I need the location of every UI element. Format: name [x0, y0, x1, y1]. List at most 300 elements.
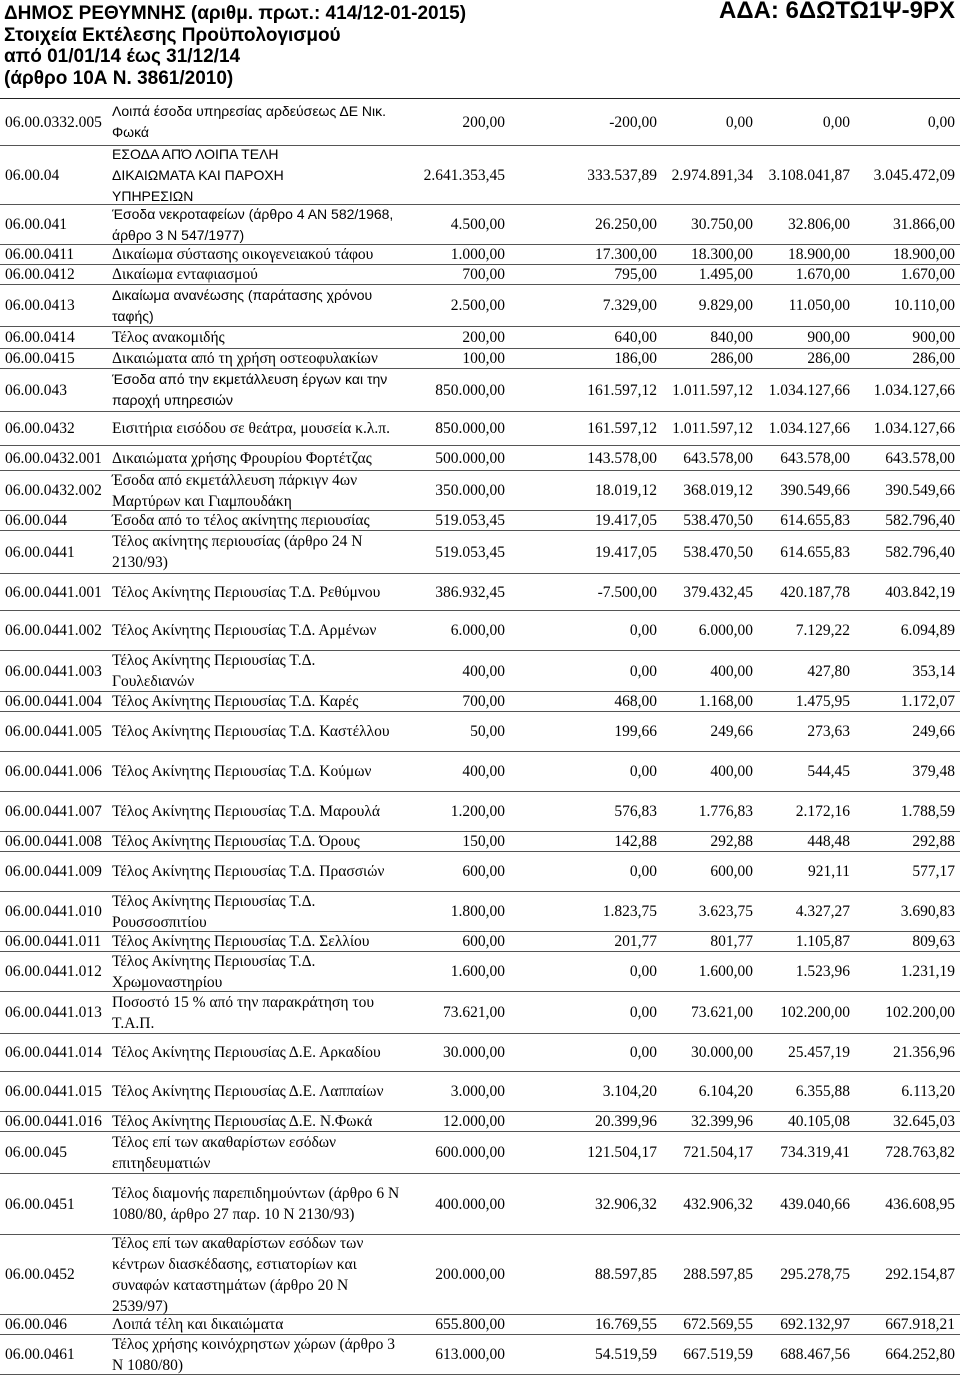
report-title: Στοιχεία Εκτέλεσης Προϋπολογισμού	[4, 24, 341, 46]
account-description	[112, 245, 422, 264]
description-line: Μαρτύρων και Γιαμπουδάκη	[112, 492, 292, 510]
table-row	[0, 446, 960, 471]
table-row	[0, 651, 960, 692]
account-code: 06.00.0441.001	[5, 583, 102, 601]
amount-1: 600,00	[462, 933, 505, 950]
amount-4: 286,00	[807, 350, 850, 367]
account-description	[112, 892, 422, 931]
account-code: 06.00.0415	[5, 350, 75, 367]
amount-2: 142,88	[614, 833, 657, 850]
amount-3: 400,00	[710, 763, 753, 780]
account-code: 06.00.0441.013	[5, 1004, 102, 1021]
amount-4: 7.129,22	[795, 622, 850, 639]
table-row	[0, 992, 960, 1034]
amount-3: 6.104,20	[698, 1083, 753, 1100]
amount-5: 10.110,00	[893, 297, 955, 314]
amount-5: 292.154,87	[885, 1266, 955, 1283]
account-description	[112, 1072, 422, 1111]
amount-3: 379.432,45	[683, 583, 753, 601]
amount-3: 2.974.891,34	[671, 166, 753, 184]
amount-1: 1.000,00	[450, 246, 505, 263]
table-row	[0, 349, 960, 369]
description-line: Τέλος χρήσης κοινόχρηστων χώρων (άρθρο 3	[112, 1335, 396, 1353]
table-row	[0, 952, 960, 992]
description-line: Τέλος ακίνητης περιουσίας (άρθρο 24 Ν	[112, 533, 363, 550]
amount-5: 1.788,59	[900, 803, 955, 820]
amount-1: 200,00	[462, 329, 505, 346]
account-description	[112, 511, 422, 530]
amount-1: 12.000,00	[443, 1113, 505, 1130]
table-row	[0, 265, 960, 285]
account-code: 06.00.0332.005	[5, 113, 102, 131]
amount-3: 73.621,00	[691, 1004, 753, 1021]
amount-5: 1.034.127,66	[873, 381, 955, 399]
table-row	[0, 369, 960, 412]
amount-1: 519.053,45	[435, 543, 505, 561]
table-row	[0, 1112, 960, 1132]
amount-2: 19.417,05	[595, 512, 657, 529]
description-line: Τέλος Ακίνητης Περιουσίας Τ.Δ. Μαρουλά	[112, 803, 380, 820]
amount-2: -200,00	[609, 113, 657, 131]
description-line: 1080/80, άρθρο 27 παρ. 10 Ν 2130/93)	[112, 1206, 355, 1223]
account-description	[112, 327, 422, 348]
amount-2: 88.597,85	[595, 1266, 657, 1283]
amount-4: 3.108.041,87	[768, 166, 850, 184]
amount-5: 1.670,00	[900, 266, 955, 283]
description-line: Τέλος Ακίνητης Περιουσίας Τ.Δ. Πρασσιών	[112, 863, 385, 880]
account-description	[112, 1132, 422, 1173]
amount-3: 801,77	[710, 933, 753, 950]
amount-4: 1.523,96	[795, 963, 850, 980]
amount-2: 186,00	[614, 350, 657, 367]
amount-2: 26.250,00	[595, 216, 657, 233]
account-description	[112, 611, 422, 650]
budget-execution-table	[0, 98, 960, 1375]
amount-3: 1.600,00	[698, 963, 753, 980]
amount-1: 700,00	[462, 693, 505, 710]
amount-4: 692.132,97	[780, 1316, 850, 1333]
amount-5: 379,48	[912, 763, 955, 780]
description-line: Δικαίωμα ενταφιασμού	[112, 266, 258, 283]
account-code: 06.00.0411	[5, 246, 75, 263]
amount-5: 353,14	[912, 662, 955, 680]
amount-5: 643.578,00	[885, 449, 955, 467]
table-row	[0, 1072, 960, 1112]
amount-3: 840,00	[710, 329, 753, 346]
amount-5: 32.645,03	[893, 1113, 955, 1130]
amount-2: 20.399,96	[595, 1113, 657, 1130]
description-line: Τέλος Ακίνητης Περιουσίας Τ.Δ.	[112, 952, 316, 970]
account-code: 06.00.0412	[5, 266, 75, 283]
amount-4: 448,48	[807, 833, 850, 850]
description-line: Τέλος Ακίνητης Περιουσίας Τ.Δ. Καρές	[112, 693, 359, 710]
account-code: 06.00.0441.012	[5, 963, 102, 980]
account-code: 06.00.046	[5, 1316, 67, 1333]
municipality-protocol-line: ΔΗΜΟΣ ΡΕΘΥΜΝΗΣ (αριθμ. πρωτ.: 414/12-01-2015)	[4, 3, 467, 24]
amount-4: 900,00	[807, 329, 850, 346]
amount-5: 728.763,82	[885, 1144, 955, 1161]
amount-2: 161.597,12	[587, 420, 657, 437]
description-line: Τέλος Ακίνητης Περιουσίας Τ.Δ.	[112, 892, 316, 910]
table-row	[0, 412, 960, 446]
amount-3: 9.829,00	[698, 297, 753, 314]
table-row	[0, 285, 960, 327]
description-line: Γουλεδιανών	[112, 673, 195, 690]
amount-1: 4.500,00	[450, 216, 505, 233]
description-line: Τέλος Ακίνητης Περιουσίας Δ.Ε. Ν.Φωκά	[112, 1113, 373, 1130]
amount-1: 655.800,00	[435, 1316, 505, 1333]
amount-4: 614.655,83	[780, 512, 850, 529]
amount-2: 54.519,59	[595, 1346, 657, 1363]
amount-3: 400,00	[710, 662, 753, 680]
amount-4: 40.105,08	[788, 1113, 850, 1130]
description-line: Τέλος Ακίνητης Περιουσίας Τ.Δ. Ρεθύμνου	[112, 583, 381, 601]
amount-5: 6.094,89	[900, 622, 955, 639]
account-code: 06.00.041	[5, 216, 67, 233]
description-line: Τέλος Ακίνητης Περιουσίας Τ.Δ. Κούμων	[112, 763, 372, 780]
amount-2: 201,77	[614, 933, 657, 950]
account-description	[112, 574, 422, 610]
account-code: 06.00.0441.014	[5, 1044, 102, 1061]
account-description	[112, 1034, 422, 1071]
amount-1: 613.000,00	[435, 1346, 505, 1363]
account-code: 06.00.0441.006	[5, 763, 102, 780]
amount-2: 3.104,20	[602, 1083, 657, 1100]
table-row	[0, 205, 960, 245]
description-line: Δικαίωμα σύστασης οικογενειακού τάφου	[112, 246, 374, 263]
account-description	[112, 952, 422, 991]
account-code: 06.00.0441.009	[5, 863, 102, 880]
account-description	[112, 285, 422, 326]
account-code: 06.00.0452	[5, 1266, 75, 1283]
description-line: Τέλος Ακίνητης Περιουσίας Δ.Ε. Αρκαδίου	[112, 1044, 381, 1061]
amount-1: 2.500,00	[450, 297, 505, 314]
table-row	[0, 792, 960, 832]
amount-5: 18.900,00	[893, 246, 955, 263]
amount-1: 400,00	[462, 763, 505, 780]
amount-3: 288.597,85	[683, 1266, 753, 1283]
amount-2: 17.300,00	[595, 246, 657, 263]
amount-4: 544,45	[807, 763, 850, 780]
amount-2: 18.019,12	[595, 482, 657, 499]
table-row	[0, 531, 960, 574]
description-line: άρθρο 3 Ν 547/1977)	[112, 226, 245, 243]
table-row	[0, 1174, 960, 1235]
amount-5: 390.549,66	[885, 482, 955, 499]
account-description	[112, 651, 422, 691]
table-row	[0, 832, 960, 852]
account-description	[112, 792, 422, 831]
amount-5: 403.842,19	[885, 583, 955, 601]
table-row	[0, 1235, 960, 1315]
amount-5: 0,00	[927, 113, 955, 131]
amount-4: 643.578,00	[780, 449, 850, 467]
amount-2: 199,66	[614, 723, 657, 740]
amount-4: 102.200,00	[780, 1004, 850, 1021]
amount-5: 3.690,83	[900, 903, 955, 920]
description-line: συναφών καταστημάτων (άρθρο 20 Ν	[112, 1276, 349, 1294]
amount-1: 386.932,45	[435, 583, 505, 601]
description-line: Τέλος Ακίνητης Περιουσίας Δ.Ε. Λαππαίων	[112, 1083, 384, 1100]
amount-3: 32.399,96	[691, 1113, 753, 1130]
description-line: κέντρων διασκέδασης, εστιατορίων και	[112, 1255, 357, 1273]
table-row	[0, 611, 960, 651]
amount-3: 1.168,00	[698, 693, 753, 710]
table-row	[0, 712, 960, 752]
description-line: Δικαίωμα ανανέωσης (παράτασης χρόνου	[112, 286, 373, 303]
amount-3: 1.776,83	[698, 803, 753, 820]
amount-5: 1.034.127,66	[873, 420, 955, 437]
account-code: 06.00.0441	[5, 543, 75, 561]
table-row	[0, 752, 960, 792]
amount-3: 667.519,59	[683, 1346, 753, 1363]
table-row	[0, 245, 960, 265]
amount-4: 688.467,56	[780, 1346, 850, 1363]
amount-1: 519.053,45	[435, 512, 505, 529]
account-code: 06.00.0441.008	[5, 833, 102, 850]
amount-4: 1.034.127,66	[768, 420, 850, 437]
description-line: Έσοδα από εκμετάλλευση πάρκιγν 4ων	[112, 471, 358, 489]
amount-2: 7.329,00	[602, 297, 657, 314]
account-description	[112, 852, 422, 891]
account-code: 06.00.0441.002	[5, 622, 102, 639]
amount-1: 600.000,00	[435, 1144, 505, 1161]
account-description	[112, 1315, 422, 1334]
amount-1: 6.000,00	[450, 622, 505, 639]
amount-3: 1.011.597,12	[672, 381, 753, 399]
amount-3: 432.906,32	[683, 1195, 753, 1213]
amount-3: 286,00	[710, 350, 753, 367]
amount-1: 100,00	[462, 350, 505, 367]
amount-2: 0,00	[629, 963, 657, 980]
account-code: 06.00.0441.004	[5, 693, 102, 710]
account-description	[112, 712, 422, 751]
account-description	[112, 531, 422, 573]
description-line: ΔΙΚΑΙΩΜΑΤΑ ΚΑΙ ΠΑΡΟΧΗ	[112, 166, 284, 183]
amount-4: 427,80	[807, 662, 850, 680]
table-row	[0, 1335, 960, 1375]
description-line: 2539/97)	[112, 1297, 168, 1315]
amount-2: -7.500,00	[597, 583, 657, 601]
table-row	[0, 852, 960, 892]
ada-code: ΑΔΑ: 6ΔΩΤΩ1Ψ-9ΡΧ	[718, 0, 955, 24]
amount-2: 16.769,55	[595, 1316, 657, 1333]
account-code: 06.00.0441.005	[5, 723, 102, 740]
amount-5: 582.796,40	[885, 512, 955, 529]
amount-1: 400.000,00	[435, 1195, 505, 1213]
amount-1: 700,00	[462, 266, 505, 283]
account-code: 06.00.0432.001	[5, 449, 102, 467]
amount-4: 1.034.127,66	[768, 381, 850, 399]
amount-4: 18.900,00	[788, 246, 850, 263]
amount-4: 25.457,19	[788, 1044, 850, 1061]
account-description	[112, 205, 422, 244]
table-row	[0, 692, 960, 712]
description-line: Τέλος Ακίνητης Περιουσίας Τ.Δ. Αρμένων	[112, 622, 377, 639]
amount-1: 200,00	[462, 113, 505, 131]
amount-1: 50,00	[470, 723, 505, 740]
amount-2: 0,00	[629, 863, 657, 880]
amount-5: 664.252,80	[885, 1346, 955, 1363]
account-code: 06.00.0441.011	[5, 933, 102, 950]
amount-5: 3.045.472,09	[873, 166, 955, 184]
amount-2: 1.823,75	[602, 903, 657, 920]
description-line: Ρουσσοσπιτίου	[112, 913, 207, 931]
amount-4: 1.670,00	[795, 266, 850, 283]
amount-4: 734.319,41	[780, 1144, 850, 1161]
amount-2: 32.906,32	[595, 1195, 657, 1213]
account-description	[112, 412, 422, 445]
description-line: Τέλος ανακομιδής	[112, 329, 225, 346]
account-code: 06.00.0451	[5, 1195, 75, 1213]
amount-5: 21.356,96	[893, 1044, 955, 1061]
amount-3: 249,66	[710, 723, 753, 740]
account-description	[112, 1335, 422, 1374]
account-code: 06.00.0461	[5, 1346, 75, 1363]
amount-5: 436.608,95	[885, 1195, 955, 1213]
amount-4: 295.278,75	[780, 1266, 850, 1283]
account-description	[112, 752, 422, 791]
amount-3: 292,88	[710, 833, 753, 850]
amount-1: 850.000,00	[435, 381, 505, 399]
amount-3: 600,00	[710, 863, 753, 880]
amount-3: 538.470,50	[683, 543, 753, 561]
table-row	[0, 327, 960, 349]
account-description	[112, 1235, 422, 1314]
amount-1: 400,00	[462, 662, 505, 680]
account-description	[112, 992, 422, 1033]
amount-5: 249,66	[912, 723, 955, 740]
description-line: Δικαιώματα από τη χρήση οστεοφυλακίων	[112, 350, 378, 367]
description-line: Τέλος Ακίνητης Περιουσίας Τ.Δ.	[112, 652, 316, 669]
description-line: ΕΣΟΔΑ ΑΠΌ ΛΟΙΠΑ ΤΕΛΗ	[112, 145, 279, 162]
account-description	[112, 265, 422, 284]
amount-2: 0,00	[629, 763, 657, 780]
account-code: 06.00.04	[5, 166, 60, 184]
amount-3: 30.000,00	[691, 1044, 753, 1061]
amount-5: 31.866,00	[893, 216, 955, 233]
amount-3: 30.750,00	[691, 216, 753, 233]
amount-2: 468,00	[614, 693, 657, 710]
amount-5: 900,00	[912, 329, 955, 346]
account-description	[112, 446, 422, 470]
amount-3: 368.019,12	[683, 482, 753, 499]
table-row	[0, 511, 960, 531]
amount-5: 1.231,19	[900, 963, 955, 980]
amount-3: 643.578,00	[683, 449, 753, 467]
description-line: Τέλος επί των ακαθαρίστων εσόδων των	[112, 1234, 364, 1252]
account-code: 06.00.0441.010	[5, 903, 102, 920]
account-code: 06.00.045	[5, 1144, 67, 1161]
table-row	[0, 1132, 960, 1174]
amount-5: 286,00	[912, 350, 955, 367]
table-row	[0, 99, 960, 146]
description-line: Τέλος Ακίνητης Περιουσίας Τ.Δ. Καστέλλου	[112, 723, 390, 740]
description-line: Έσοδα από την εκμετάλλευση έργων και την	[112, 371, 388, 387]
table-row	[0, 574, 960, 611]
account-code: 06.00.0413	[5, 297, 75, 314]
amount-1: 3.000,00	[450, 1083, 505, 1100]
amount-4: 921,11	[807, 863, 850, 880]
table-row	[0, 892, 960, 932]
amount-2: 19.417,05	[595, 543, 657, 561]
amount-5: 6.113,20	[901, 1083, 955, 1100]
amount-1: 850.000,00	[435, 420, 505, 437]
table-row	[0, 471, 960, 511]
description-line: Ποσοστό 15 % από την παρακράτηση του	[112, 993, 375, 1011]
account-description	[112, 832, 422, 851]
amount-4: 420.187,78	[780, 583, 850, 601]
amount-4: 390.549,66	[780, 482, 850, 499]
description-line: Φωκά	[112, 124, 150, 140]
amount-4: 4.327,27	[795, 903, 850, 920]
amount-2: 0,00	[629, 1044, 657, 1061]
amount-3: 672.569,55	[683, 1316, 753, 1333]
account-description	[112, 1174, 422, 1234]
table-row	[0, 1315, 960, 1335]
account-description	[112, 692, 422, 711]
amount-3: 538.470,50	[683, 512, 753, 529]
account-code: 06.00.0441.016	[5, 1113, 102, 1130]
amount-4: 1.105,87	[795, 933, 850, 950]
description-line: επιτηδευματιών	[112, 1154, 211, 1172]
description-line: Τ.Α.Π.	[112, 1014, 155, 1032]
description-line: Τέλος Ακίνητης Περιουσίας Τ.Δ. Σελλίου	[112, 933, 370, 950]
account-description	[112, 349, 422, 368]
account-description	[112, 99, 422, 145]
amount-1: 200.000,00	[435, 1266, 505, 1283]
description-line: ΥΠΗΡΕΣΙΩΝ	[112, 187, 194, 204]
table-row	[0, 1034, 960, 1072]
description-line: Τέλος επί των ακαθαρίστων εσόδων	[112, 1133, 337, 1151]
amount-1: 1.600,00	[450, 963, 505, 980]
description-line: Λοιπά έσοδα υπηρεσίας αρδεύσεως ΔΕ Νικ.	[112, 103, 387, 119]
amount-2: 0,00	[629, 622, 657, 639]
amount-3: 1.495,00	[698, 266, 753, 283]
amount-3: 721.504,17	[683, 1144, 753, 1161]
table-row	[0, 146, 960, 205]
amount-5: 809,63	[912, 933, 955, 950]
account-code: 06.00.044	[5, 512, 67, 529]
amount-2: 333.537,89	[587, 166, 657, 184]
amount-1: 600,00	[462, 863, 505, 880]
account-description	[112, 1112, 422, 1131]
description-line: ταφής)	[112, 307, 154, 324]
account-code: 06.00.0441.015	[5, 1083, 102, 1100]
amount-4: 439.040,66	[780, 1195, 850, 1213]
amount-4: 2.172,16	[795, 803, 850, 820]
amount-1: 500.000,00	[435, 449, 505, 467]
amount-4: 32.806,00	[788, 216, 850, 233]
description-line: Έσοδα από το τέλος ακίνητης περιουσίας	[112, 512, 370, 529]
report-period: από 01/01/14 έως 31/12/14	[4, 46, 241, 67]
legal-basis: (άρθρο 10Α Ν. 3861/2010)	[4, 67, 234, 89]
amount-1: 73.621,00	[443, 1004, 505, 1021]
amount-4: 614.655,83	[780, 543, 850, 561]
amount-5: 582.796,40	[885, 543, 955, 561]
account-code: 06.00.0432.002	[5, 482, 102, 499]
amount-1: 150,00	[462, 833, 505, 850]
account-code: 06.00.0432	[5, 420, 75, 437]
amount-3: 6.000,00	[698, 622, 753, 639]
amount-3: 18.300,00	[691, 246, 753, 263]
amount-4: 273,63	[807, 723, 850, 740]
table-row	[0, 932, 960, 952]
description-line: Έσοδα νεκροταφείων (άρθρο 4 ΑΝ 582/1968,	[112, 205, 394, 222]
amount-5: 292,88	[912, 833, 955, 850]
description-line: Δικαιώματα χρήσης Φρουρίου Φορτέτζας	[112, 449, 372, 467]
amount-3: 3.623,75	[698, 903, 753, 920]
